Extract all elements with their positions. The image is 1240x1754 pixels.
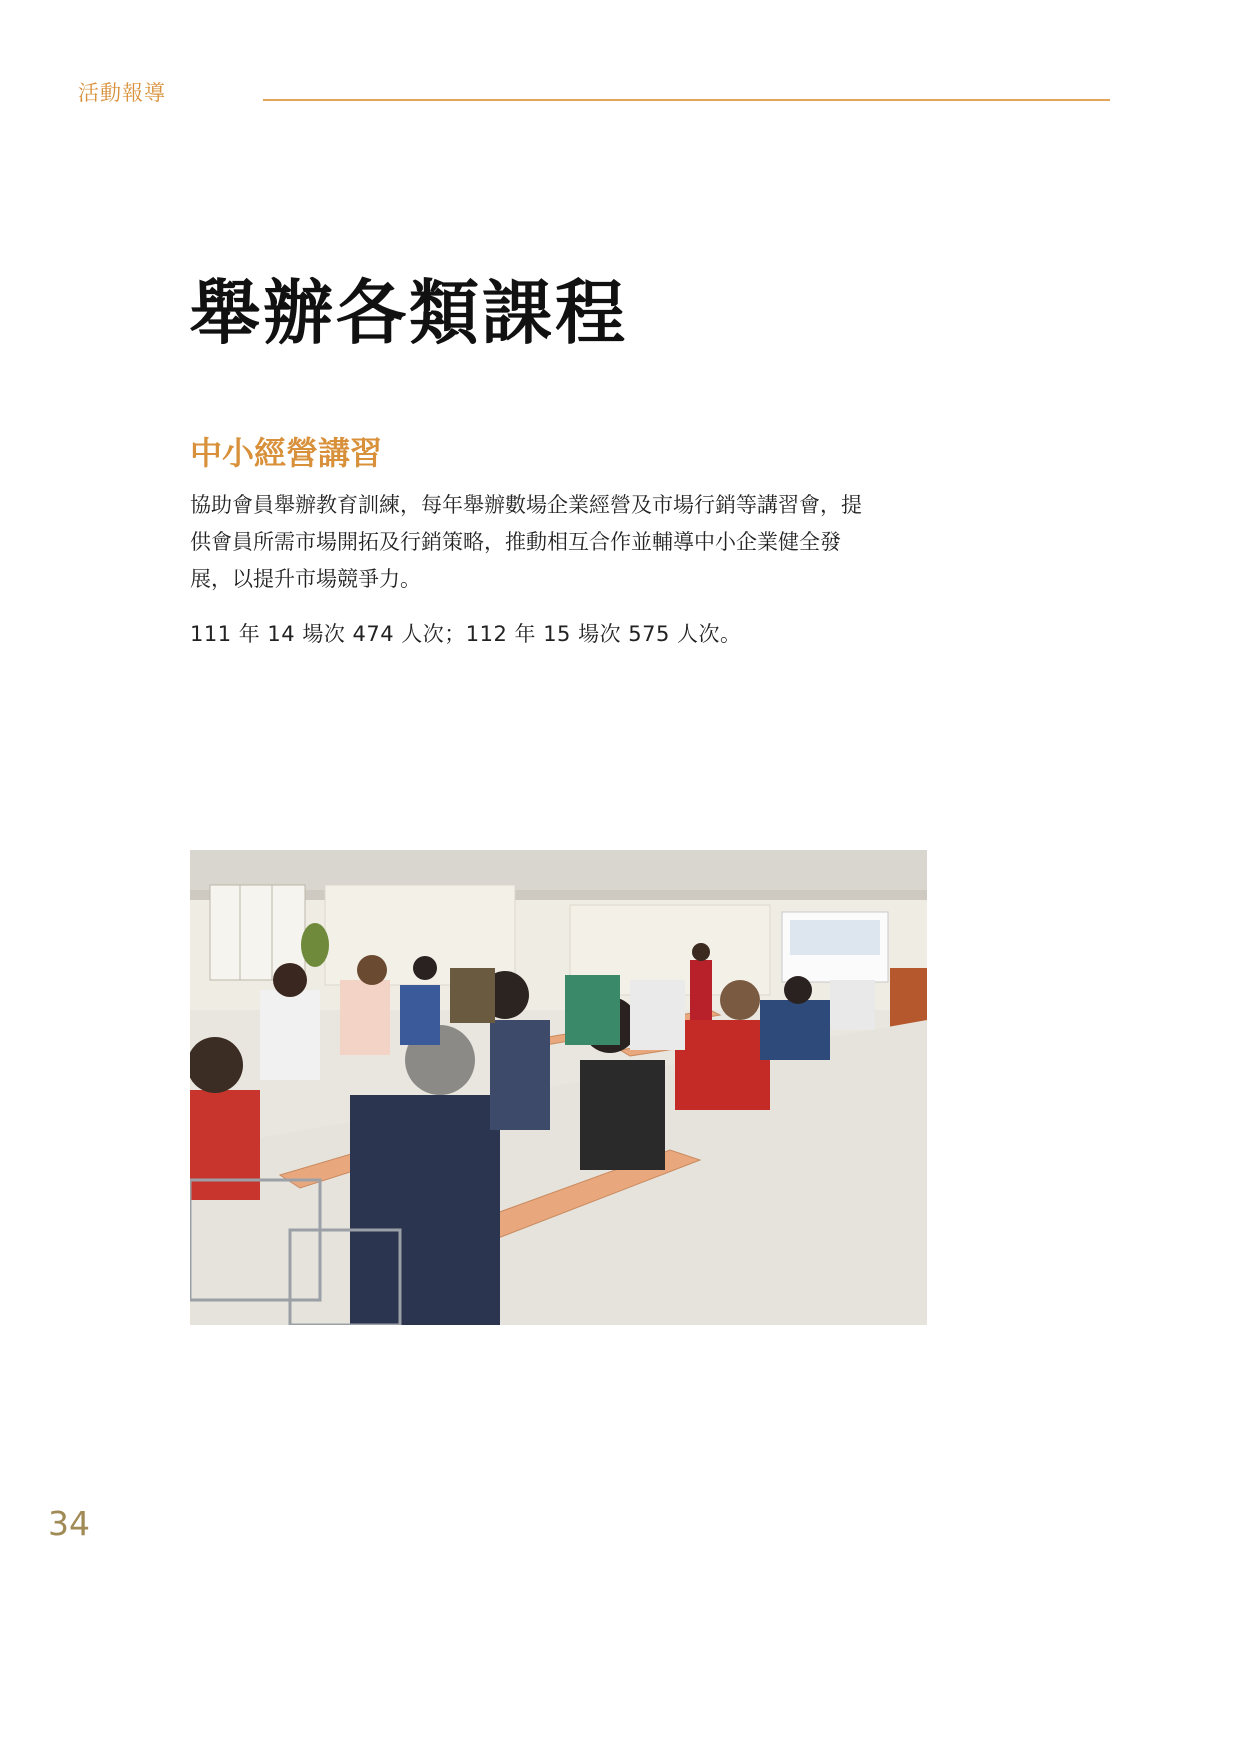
header-divider	[263, 99, 1110, 101]
page-number: 34	[48, 1504, 90, 1543]
section-label: 活動報導	[78, 81, 166, 105]
section-paragraph: 協助會員舉辦教育訓練，每年舉辦數場企業經營及市場行銷等講習會，提供會員所需市場開拓及行銷策略，推動相互合作並輔導中小企業健全發展，以提升市場競爭力。	[190, 493, 862, 591]
section-heading: 中小經營講習	[190, 434, 383, 472]
classroom-photo	[190, 850, 927, 1325]
page-title: 舉辦各類課程	[190, 272, 628, 354]
stats-line: 111 年 14 場次 474 人次；112 年 15 場次 575 人次。	[190, 622, 742, 646]
